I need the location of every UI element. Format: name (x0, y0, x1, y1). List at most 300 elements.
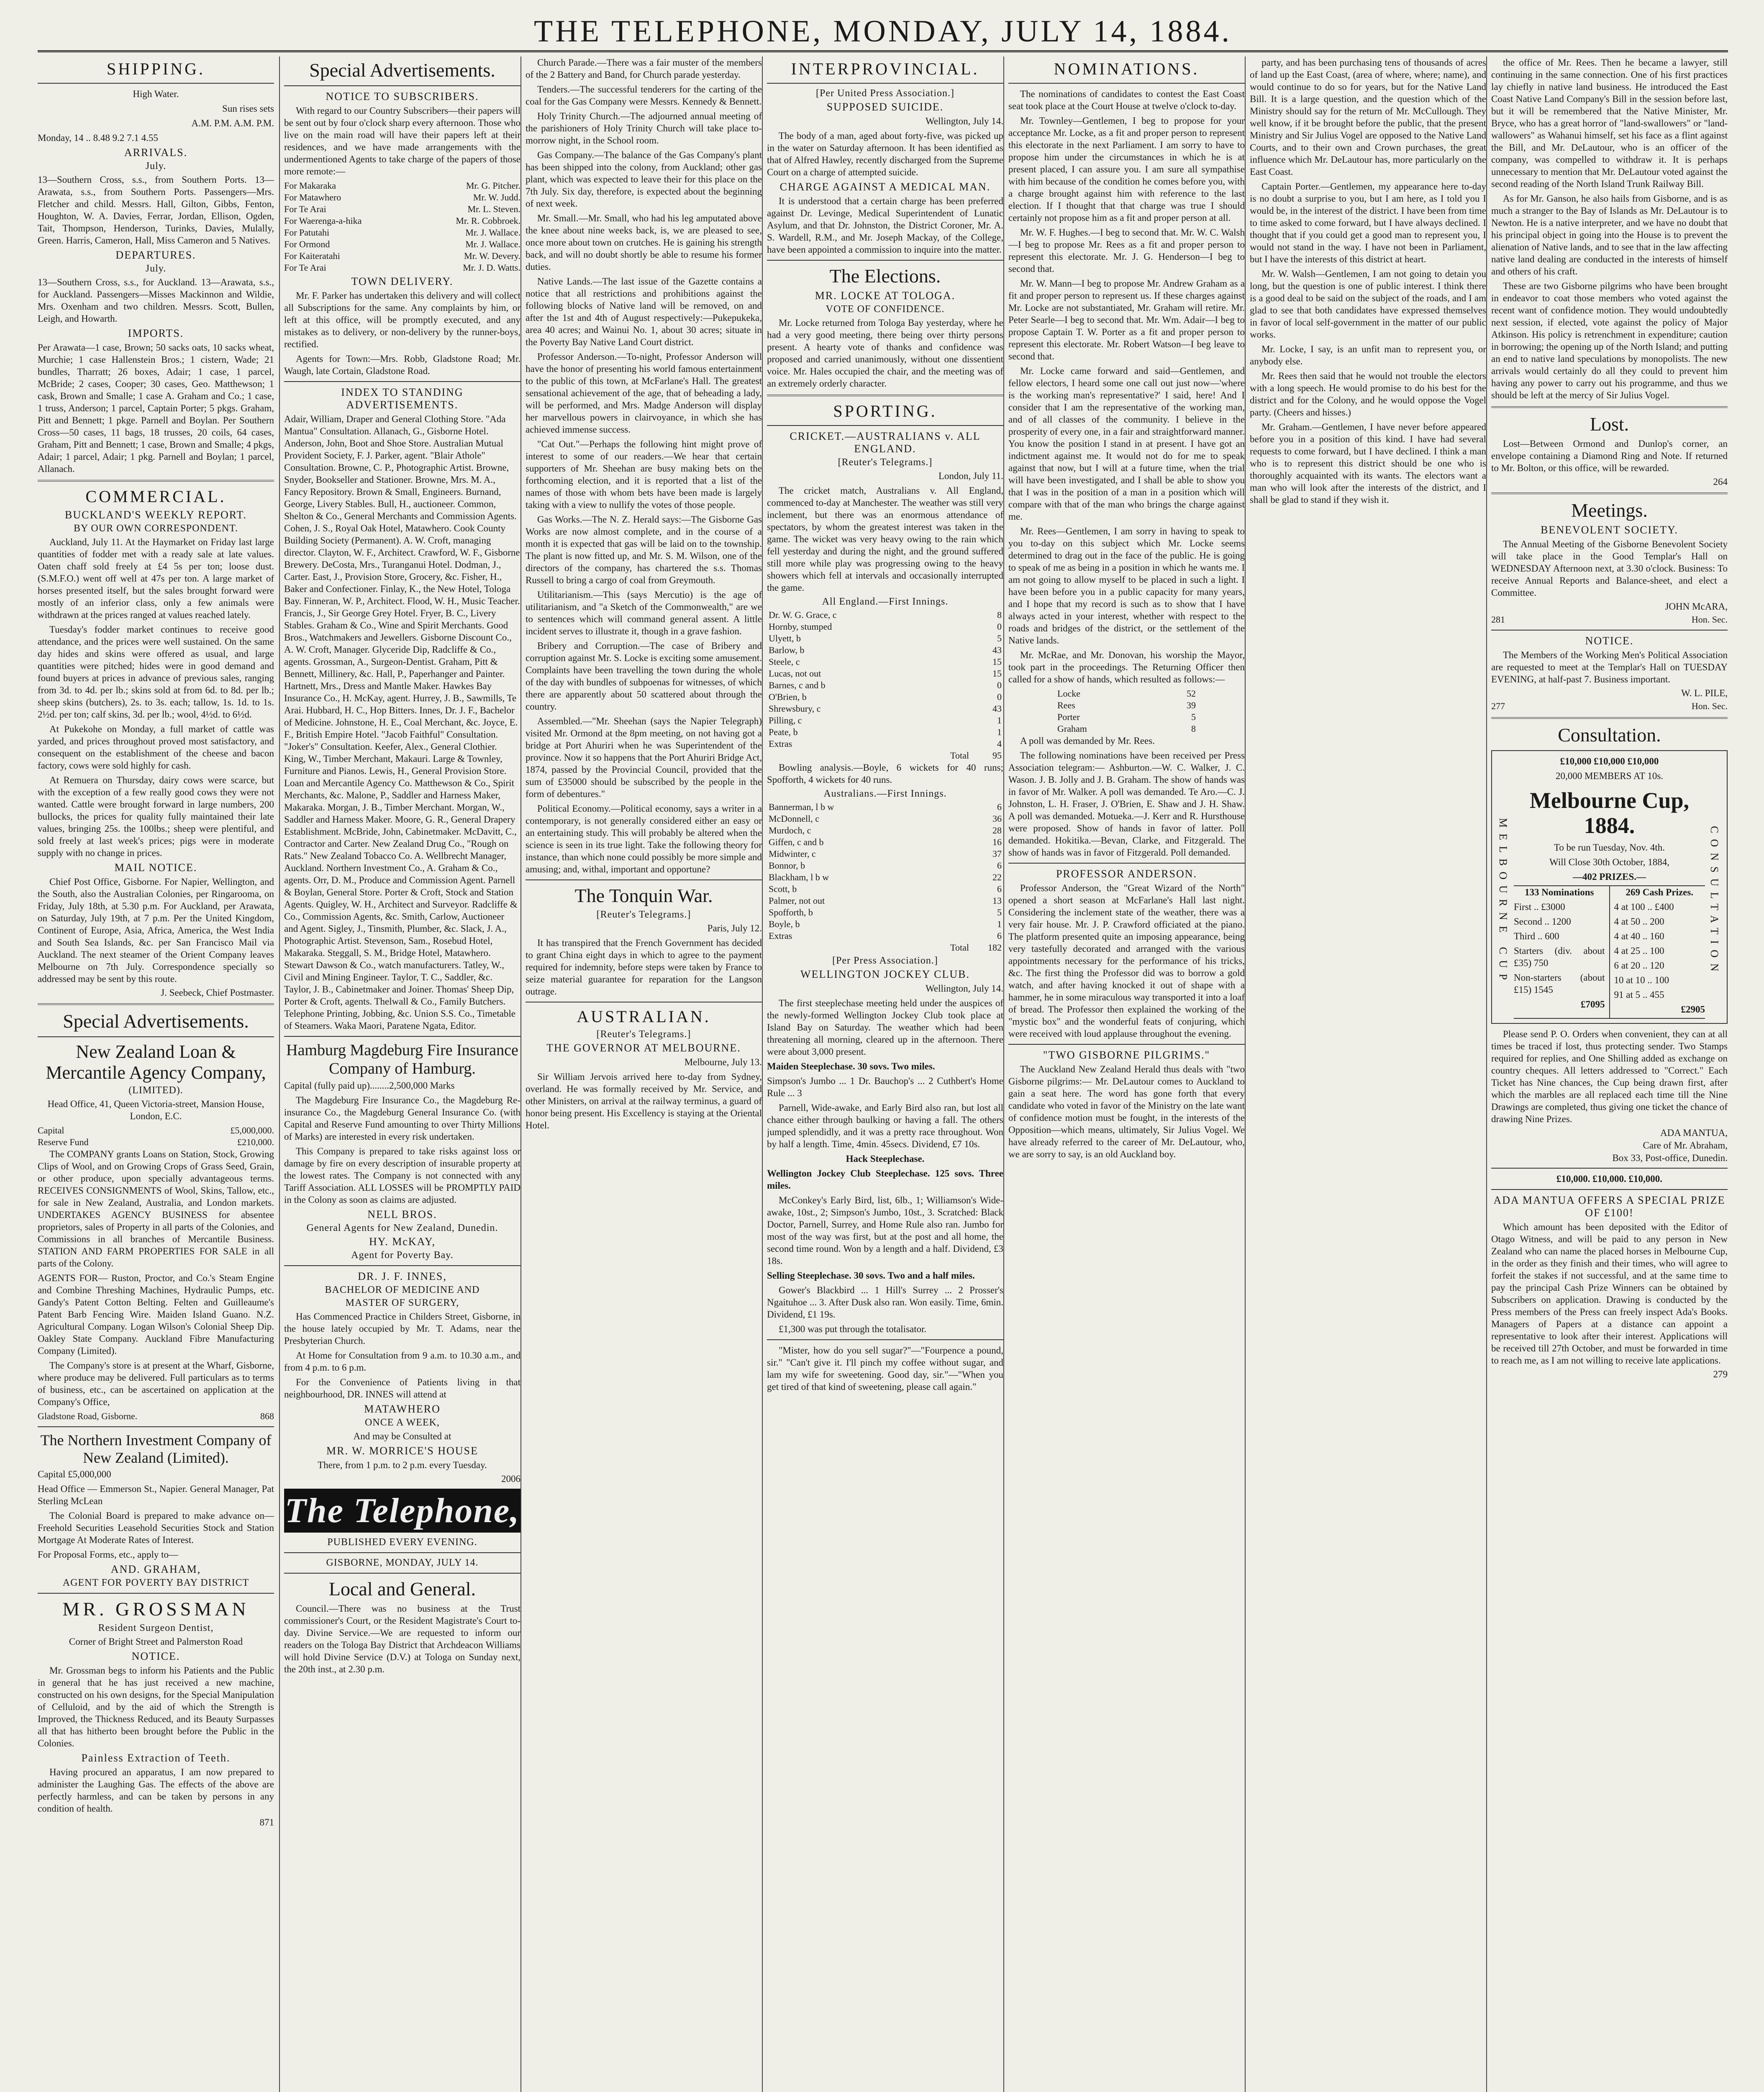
article-paragraph: Mr. Graham.—Gentlemen, I have never before appeared before you in a position of this kind. I have had several requests to come forward, but I have declined. I think a man who is to represent this district should be one who is thoroughly acquainted with its wants. The electors want a man who will look after the interests of the district, and I shall be glad to stand if they wish it. (1250, 422, 1486, 505)
bucklands-byline: BY OUR OWN CORRESPONDENT. (73, 523, 238, 534)
column-rule (520, 56, 521, 2092)
agent-row (284, 227, 520, 238)
column-5 (1008, 56, 1245, 2092)
table-row (767, 726, 1003, 738)
table-row (767, 825, 1003, 836)
article-paragraph: Political Economy.—Political economy, says a writer in a contemporary, is not generally considered either an easy or an entertaining study. This will probably be altered when the science is seen in its true light. Take the following theory for instance, than which none could possibly be more simple and amusing; and, withal, important and opportune? (526, 803, 762, 874)
cup-prizes: —402 PRIZES.— (1572, 872, 1646, 882)
batsman: Shrewsbury, c (769, 703, 821, 714)
all-england-scorecard (767, 609, 1003, 761)
cup-run: To be run Tuesday, Nov. 4th. (1554, 842, 1665, 853)
votes: 5 (1191, 712, 1196, 722)
divider (526, 879, 762, 880)
innes-time: There, from 1 p.m. to 2 p.m. every Tuesday. (318, 1460, 487, 1470)
prize-line: Second .. 1200 (1514, 916, 1571, 927)
table-row (767, 918, 1003, 930)
ad-number: 868 (260, 1411, 274, 1421)
grossman-address: Corner of Bright Street and Palmerston Road (69, 1636, 243, 1647)
masthead (38, 13, 1728, 52)
table-row (767, 668, 1003, 679)
agent-row (284, 262, 520, 274)
runs: 5 (997, 633, 1002, 643)
article-paragraph: Mr. W. F. Hughes.—I beg to second that. Mr. W. C. Walsh—I beg to propose Mr. Rees as a fit and proper person to represent this electorate. Mr. J. G. Henderson—I beg to second that. (1008, 227, 1245, 274)
meetings-heading: Meetings. (1571, 500, 1648, 521)
ad-number: 277 (1491, 701, 1505, 711)
northern-proposals: For Proposal Forms, etc., apply to— (38, 1549, 179, 1560)
article-paragraph: Assembled.—"Mr. Sheehan (says the Napier Telegraph) visited Mr. Ormond at the 8pm meeting, on not having got a bridge at Port Ahuriri when he was Superintendent of the province. Now it so happens that the Port Ahuriri Bridge Act, 1874, passed by the Provincial Council, provided that the sum of £35000 should be subscribed by the people in the form of debentures." (526, 716, 762, 799)
batsman: Bonnor, b (769, 860, 805, 871)
runs: 43 (992, 703, 1002, 714)
table-row (767, 836, 1003, 848)
innes-frequency: ONCE A WEEK, (365, 1417, 440, 1428)
article-paragraph: The nominations of candidates to contest the East Coast seat took place at the Court House at twelve o'clock to-day. (1008, 89, 1245, 111)
divider (767, 395, 1003, 396)
runs: 36 (992, 813, 1002, 824)
suicide-heading: SUPPOSED SUICIDE. (826, 101, 944, 113)
batsman: Bannerman, l b w (769, 802, 834, 812)
votes: 8 (1191, 723, 1196, 734)
divider (284, 381, 520, 382)
divider (284, 1552, 520, 1553)
column-2 (284, 56, 520, 2092)
arrivals-heading: ARRIVALS. (124, 146, 188, 159)
notice-signature: W. L. PILE, (1681, 688, 1728, 698)
governor-date: Melbourne, July 13. (684, 1057, 762, 1067)
prize-total: £7095 (1581, 999, 1605, 1010)
column-7 (1491, 56, 1728, 2092)
consultation-box (1491, 750, 1728, 1024)
benevolent-heading: BENEVOLENT SOCIETY. (1541, 524, 1678, 536)
hamburg-body: This Company is prepared to take risks against loss or damage by fire on every description of insurable property at the lowest rates. The Company is not connected with any Tariff Association. ALL LOSSES will be PROMPTLY PAID in the Colony as soon as claims are adjusted. (284, 1146, 520, 1205)
agent-name: Mr. R. Cobbroek. (456, 215, 520, 226)
cup-close: Will Close 30th October, 1884, (1549, 857, 1669, 867)
innes-hours: At Home for Consultation from 9 a.m. to 10.30 a.m., and from 4 p.m. to 6 p.m. (284, 1350, 520, 1373)
reserve-row (38, 1136, 274, 1148)
batsman: Blackham, l b w (769, 872, 829, 882)
innes-sub: MASTER OF SURGERY, (345, 1297, 459, 1308)
article-paragraph: Mr. W. Walsh—Gentlemen, I am not going to detain you long, but the question is one of public interest. I think there is a good deal to be said on the subject of the roads, and I am glad to see that both candidates have expressed themselves in favor of local self-government in the matter of our public works. (1250, 269, 1486, 340)
benevolent-role: Hon. Sec. (1691, 614, 1728, 625)
divider (38, 1593, 274, 1594)
arrivals-text: 13—Southern Cross, s.s., from Southern Ports. 13—Arawata, s.s., from Southern Ports. Passengers—Mrs. Fletcher and child. Messrs. Hall, Gilton, Gibbs, Fenton, Houghton, W. A. Davies, Ferrar, Jordan, Ellison, Ogden, Tait, Thompson, Henderson, Turinks, Davies, Mulally, Green. Harris, Cameron, Hall, Miss Cameron and 5 Natives. (38, 174, 274, 246)
article-paragraph: Mr. Rees then said that he would not trouble the electors with a long speech. He would promise to do his best for the district and for the Colony, and he would oppose the Vogel party. (Cheers and hisses.) (1250, 371, 1486, 418)
runs: 6 (997, 860, 1002, 871)
article-paragraph: Gas Works.—The N. Z. Herald says:—The Gisborne Gas Works are now almost complete, and in the course of a month it is expected that gas will be laid on to the township. The plant is now fitted up, and Mr. S. M. Wilson, one of the directors of the company, has chartered the s.s. Thomas Russell to bring a cargo of coal from Greymouth. (526, 514, 762, 585)
prize-line: Third .. 600 (1514, 931, 1559, 941)
northern-agent: AND. GRAHAM, (110, 1563, 201, 1575)
tonquin-source: [Reuter's Telegrams.] (596, 909, 691, 920)
runs: 4 (997, 738, 1002, 749)
wjc-heading: WELLINGTON JOCKEY CLUB. (800, 968, 970, 980)
ad-number: 871 (259, 1817, 274, 1828)
runs: 0 (997, 692, 1002, 702)
votes: 39 (1187, 700, 1196, 710)
interprovincial-source: [Per United Press Association.] (816, 88, 954, 99)
high-water-label: High Water. (133, 89, 179, 99)
northern-body: The Colonial Board is prepared to make advance on— Freehold Securities Leasehold Securities Stock and Station Mortgage At Moderate Rates of Interest. (38, 1510, 274, 1545)
divider (1491, 492, 1728, 494)
notice-heading: NOTICE. (1585, 635, 1634, 647)
column-rule (1245, 56, 1246, 2092)
grossman-title: MR. GROSSMAN (62, 1598, 249, 1620)
agent-place: For Ormond (284, 239, 330, 249)
agent-row (284, 203, 520, 215)
innes-house: MR. W. MORRICE'S HOUSE (326, 1445, 478, 1457)
nz-loan-address: Gladstone Road, Gisborne. (38, 1411, 138, 1421)
suicide-date: Wellington, July 14. (926, 116, 1003, 126)
ad-number: 279 (1713, 1369, 1728, 1379)
maiden-results: Simpson's Jumbo ... 1 Dr. Bauchop's ... 2 Cuthbert's Home Rule ... 3 (767, 1076, 1003, 1098)
runs: 6 (997, 802, 1002, 812)
divider (767, 83, 1003, 84)
table-row (767, 848, 1003, 860)
article-paragraph: Native Lands.—The last issue of the Gazette contains a notice that all restrictions and prohibitions against the following blocks of Native land will be removed, on and after the 1st and 4th of August respectively:—Pukepukeka, area 40 acres; and Wainui No. 1, about 30 acres; situate in the Poverty Bay Native Land Court district. (526, 276, 762, 347)
column-rule (762, 56, 763, 2092)
ada-address: Care of Mr. Abraham, (1643, 1140, 1728, 1151)
mail-signature: J. Seebeck, Chief Postmaster. (161, 987, 274, 998)
arrivals-date: July. (145, 161, 167, 172)
article-paragraph: Auckland, July 11. At the Haymarket on Friday last large quantities of fodder met with a ready sale at late values. Oaten chaff sold freely at £4 5s per ton; loose dust. (S.M.F.O.) went off well at 47s per ton. A large market of horses presented itself, but the sales brought forward were mostly of an inferior class, only a few animals were withdrawn at the prices ranged at values reached lately. (38, 537, 274, 620)
grossman-body: Mr. Grossman begs to inform his Patients and the Public in general that he has just received a new machine, constructed on his own designs, for the Special Manipulation of Celluloid, and by the aid of which the Strength is Improved, the Thickness Reduced, and its Beauty Surpasses all that has hitherto been brought before the Public in the Colonies. (38, 1665, 274, 1748)
press-association: [Per Press Association.] (832, 955, 938, 966)
australian-heading: AUSTRALIAN. (577, 1007, 711, 1026)
column-rule (279, 56, 280, 2092)
cup-title: Melbourne Cup, 1884. (1529, 788, 1690, 838)
lost-text: Lost—Between Ormond and Dunlop's corner, an envelope containing a Diamond Ring and Note. If returned to Mr. Bolton, or this office, will be rewarded. (1491, 438, 1728, 473)
runs: 5 (997, 907, 1002, 918)
column-rule (1486, 56, 1487, 2092)
index-body: Adair, William, Draper and General Clothing Store. "Ada Mantua" Consultation. Allanach, G., Gisborne Hotel. Anderson, John, Boot and Shoe Store. Australian Mutual Provident Society, F. J. Parker, agent. "Blair Athole" Consultation. Browne, C. P., Photographic Artist. Browne, Snyder, Bookseller and Stationer. Browne, Mrs. M. A., Fancy Repository. Brown & Small, Engineers. Burnand, George, Livery Stables. Bull, H., auctioneer. Common, Shelton & Co., General Merchants and Commission Agents. Cohen, J. S., Royal Oak Hotel, Matawhero. Cook County Building Society (Permanent). A. W. Croft, managing director. Clayton, W. F., Architect. Crawford, W. F., Gisborne Brewery. DeCosta, Mrs., Turanganui Hotel. Dodman, J., Carter. East, J., Provision Store, Grocery, &c. Fisher, H., Baker and Confectioner. Finlay, K., the New Hotel, Tologa Bay. Finneran, W. P., Architect. Flood, W. H., Music Teacher. Francis, J., Sir George Grey Hotel. Fryer, B. C., Livery Stables. Graham & Co., Wine and Spirit Merchants. Good Bros., Watchmakers and Jewellers. Gisborne Discount Co., A. W. Croft, Manager. Glyceride Dip, Radcliffe & Co., agents. Grossman, A., Surgeon-Dentist. Graham, Pitt & Bennett, Millinery, &c. Hall, P., Paperhanger and Painter. Hartnett, Mrs., Dress and Mantle Maker. Hawkes Bay Insurance Co., H. McKay, agent. Hurrey, J. B., Sawmills, Te Arai. Hubbard, H. C., Hop Bitters. Innes, Dr. J. F., Bachelor of Medicine. Johnstone, H. E., Coal Merchant, &c. Joyce, E. F., British Empire Hotel. "Jacob Faithful" Consultation. "Joker's" Consultation. Keefer, Alex., General Clothier. King, W., Timber Merchant, Makauri. Large & Townley, Furniture and Pianos. Lewis, H., General Provision Store. Loan and Mercantile Agency Co. Matthewson & Co., Spirit Merchants, &c. Malone, P., Saddler and Harness Maker, Makaraka. Morgan, J. B., Timber Merchant. Morgan, W., Saddler and Harness Maker. Moore, G. R., General Drapery Establishment. McBride, John, Cabinetmaker. McDavitt, C., Contractor and Carter. New Zealand Drug Co., "Rough on Rats." New Zealand Tobacco Co. A. Wellbrecht Manager, Auckland. Northern Investment Co., A. Graham & Co., agents. Orr, D. M., Produce and Commission Agent. Parnell & Boylan, General Store. Porter & Croft, Stock and Station Agents. Quigley, W. H., Architect and Surveyor. Radcliffe & Co., Commission Agents, &c. Smith, Carlow, Auctioneer and Agent. Sigley, J., Tinsmith, Plumber, &c. Slack, J. A., Photographic Artist. Stevenson, Sam., Rosebud Hotel, Makaraka. Steggall, S. M., Bridge Hotel, Matawhero. Stewart Dawson & Co., watch manufacturers. Tatley, W., Civil and Mining Engineer. Taylor, T. C., Saddler, &c. Taylor, J. B., Cabinetmaker and Joiner. Thomas' Sheep Dip, Porter & Croft, agents. Thelwall & Co., Family Butchers. Telephone Printing, Jobbing, &c. Union S.S. Co., Timetable of Steamers. Waka Maori, Paratene Ngata, Editor. (284, 414, 520, 1031)
table-row (767, 895, 1003, 907)
article-paragraph: These are two Gisborne pilgrims who have been brought in endeavor to coat those members who voted against the recent want of confidence motion. They would undoubtedly next session, if elected, vote against the policy of Major Atkinson. His policy is retrenchment in expenditure; caution in borrowing; the opening up of the North Island; and putting an end to native land speculations by monopolists. The new arrivals would certainly do all they could to prevent him having any power to carry out his programme, and thus we should be left at the mercy of Sir Julius Vogel. (1491, 281, 1728, 400)
table-row (767, 801, 1003, 813)
locke-heading: MR. LOCKE AT TOLOGA. (815, 290, 956, 302)
divider (767, 1339, 1003, 1340)
column-1 (38, 56, 274, 2092)
closing-quote: "Mister, how do you sell sugar?"—"Fourpence a pound, sir." "Can't give it. I'll pinch my coffee without sugar, and lam my wife for sweetening. Good day, sir."—"When you get tired of that kind of sweetening, please call again." (767, 1345, 1003, 1392)
tide-row: Monday, 14 .. 8.48 9.2 7.1 4.55 (38, 133, 158, 143)
columns (38, 56, 1728, 2092)
runs: 6 (997, 931, 1002, 941)
tonquin-heading: The Tonquin War. (574, 885, 713, 906)
article-paragraph: Professor Anderson.—To-night, Professor Anderson will have the honor of presenting his world famous entertainment to the public of this town, at McFarlane's Hall. The greatest sensational achievement of the age, that of beheading a lady, will be performed, and Mrs. Madge Anderson will display her marvellous powers in clairvoyance, in which she has achieved immense success. (526, 351, 762, 435)
candidate: Graham (1057, 723, 1087, 734)
special-ads-heading: Special Advertisements. (309, 59, 495, 81)
divider (1491, 406, 1728, 408)
article-paragraph: Tenders.—The successful tenderers for the carting of the coal for the Gas Company were Messrs. Kennedy & Bennett. (526, 84, 762, 107)
prize-separator (1609, 886, 1610, 1018)
article-paragraph: Mr. Townley—Gentlemen, I beg to propose for your acceptance Mr. Locke, as a fit and proper person to represent this electorate in the next Parliament. I am sorry to have to propose him under the circumstances in which he is at present placed, I can assure you. I am sure all sympathise with him because of the condition he comes before you, with a charge brought against him with reference to the last election. If I thought that that charge was true I should certainly not propose him as a fit and proper person at all. (1008, 115, 1245, 223)
charge-text: It is understood that a certain charge has been preferred against Dr. Levinge, Medical Superintendent of Lunatic Asylum, and that Dr. Johnston, the District Coroner, Mr. A. S. Wardell, R.M., and Mr. Joseph Mackay, of the College, have been appointed a commission to inquire into the matter. (767, 196, 1003, 255)
bucklands-heading: BUCKLAND'S WEEKLY REPORT. (65, 509, 247, 521)
runs: 8 (997, 610, 1002, 620)
elections-text: Mr. Locke returned from Tologa Bay yesterday, where he had a very good meeting, there being over thirty persons present. A hearty vote of thanks and confidence was proposed and carried unanimously, without one dissentient voice. Mr. Hales occupied the chair, and the meeting was of an extremely orderly character. (767, 318, 1003, 389)
special-ads-heading: Special Advertisements. (63, 1010, 249, 1032)
candidate: Locke (1057, 688, 1080, 699)
town-delivery-body: Mr. F. Parker has undertaken this delivery and will collect all Subscriptions for the same. Any complaints by him, or left at this office, will be promptly executed, and any mistakes as to delivery, or non-delivery by the runner-boys, rectified. (284, 290, 520, 349)
subscribers-body: With regard to our Country Subscribers—their papers will be sent out by four o'clock sharp every afternoon. Those who live on the main road will have their papers left at their residences, and we have made arrangements with the undermentioned Agents to take charge of the papers of those more remote:— (284, 105, 520, 177)
cricket-date: London, July 11. (938, 471, 1003, 481)
prize-line: First .. £3000 (1514, 902, 1565, 912)
batsman: Ulyett, b (769, 633, 801, 643)
governor-heading: THE GOVERNOR AT MELBOURNE. (546, 1042, 741, 1054)
column-3 (526, 56, 762, 2092)
cup-main (1514, 784, 1705, 1019)
article-paragraph: At Pukekohe on Monday, a full market of cattle was yarded, and prices throughout proved most satisfactory, and consequent on the establishment of the cheese and bacon factory, cows were sold highly for cash. (38, 724, 274, 771)
runs: 15 (992, 668, 1002, 679)
am-pm-label: A.M. P.M. A.M. P.M. (191, 118, 274, 128)
batsman: Pilling, c (769, 715, 802, 726)
total-runs: 182 (988, 942, 1002, 953)
grossman-notice-heading: NOTICE. (131, 1650, 180, 1662)
divider (1491, 1168, 1728, 1169)
article-paragraph: Mr. McRae, and Mr. Donovan, his worship the Mayor, took part in the proceedings. The Returning Officer then called for a show of hands, which resulted as follows:— (1008, 650, 1245, 685)
table-row (767, 656, 1003, 668)
prize-col-right (1614, 886, 1705, 1018)
nz-loan-title: New Zealand Loan & Mercantile Agency Company, (46, 1041, 266, 1083)
divider (1008, 863, 1245, 864)
departures-date: July. (145, 263, 167, 274)
batsman: Barlow, b (769, 645, 805, 655)
painless-heading: Painless Extraction of Teeth. (81, 1752, 231, 1764)
table-row (1056, 723, 1197, 735)
maiden-heading: Maiden Steeplechase. 30 sovs. Two miles. (767, 1061, 935, 1072)
divider (38, 1426, 274, 1427)
nominations-heading: NOMINATIONS. (1054, 59, 1200, 78)
agent-row (284, 180, 520, 192)
votes: 52 (1187, 688, 1196, 699)
elections-heading: The Elections. (829, 265, 941, 287)
column-4 (767, 56, 1003, 2092)
runs: 0 (997, 680, 1002, 690)
table-row (767, 703, 1003, 715)
wjc-text: The first steeplechase meeting held under the auspices of the newly-formed Wellington Jockey Club took place at Island Bay on Saturday. The weather which had been threatening all morning, cleared up in the afternoon. There were about 3,000 present. (767, 998, 1003, 1057)
table-row (767, 907, 1003, 918)
prize-line: Non-starters (about £15) 1545 (1514, 972, 1605, 995)
nz-loan-body: The COMPANY grants Loans on Station, Stock, Growing Clips of Wool, and on Growing Crops of Grass Seed, Grain, or other produce, upon specially advantageous terms. RECEIVES CONSIGNMENTS of Wool, Skins, Tallow, etc., for sale in New Zealand, Australia, and London markets. UNDERTAKES AGENCY BUSINESS for absentee proprietors, sales of Property in all parts of the Colonies, and Commissions in all branches of Mercantile Business. STATION AND FARM PROPERTIES FOR SALE in all parts of the Colony. (38, 1149, 274, 1269)
agent-name: Mr. J. D. Watts. (463, 262, 520, 273)
reserve-value: £210,000. (237, 1137, 274, 1147)
section-heading-commercial: COMMERCIAL. (85, 487, 226, 506)
table-row (767, 930, 1003, 942)
batsman: McDonnell, c (769, 813, 819, 824)
northern-office: Head Office — Emmerson St., Napier. General Manager, Pat Sterling McLean (38, 1484, 274, 1506)
article-paragraph: Mr. Small.—Mr. Small, who had his leg amputated above the knee about nine weeks back, is, we are pleased to see, once more about town on crutches. He is gaining his strength back, and will no doubt shortly be able to resume his former duties. (526, 213, 762, 272)
batsman: Midwinter, c (769, 849, 816, 859)
total-label: Total (950, 942, 969, 953)
agent-name: Mr. G. Pitcher. (466, 180, 520, 191)
northern-agent-role: AGENT FOR POVERTY BAY DISTRICT (62, 1577, 249, 1588)
hurdle-heading: Wellington Jockey Club Steeplechase. 125 sovs. Three miles. (767, 1168, 1003, 1191)
divider (38, 480, 274, 482)
charge-heading: CHARGE AGAINST A MEDICAL MAN. (779, 181, 991, 193)
table-row (767, 750, 1003, 761)
hamburg-agent-role: Agent for Poverty Bay. (351, 1250, 454, 1261)
section-heading-shipping: SHIPPING. (106, 59, 205, 78)
column-rule (1003, 56, 1004, 2092)
table-row (767, 813, 1003, 825)
pilgrims-text: The Auckland New Zealand Herald thus deals with "two Gisborne pilgrims:— Mr. DeLautour comes to Auckland to gain a seat here. The word has gone forth that every candidate who voted in favor of the Ministry on the late want of confidence motion must be fought, in the interests of the Opposition—which means, ultimately, Sir Julius Vogel. We have already referred to the career of Mr. DeLautour, who, we are sorry to say, is an old Auckland boy. (1008, 1064, 1245, 1159)
table-row (767, 644, 1003, 656)
prize-line: 4 at 100 .. £400 (1614, 902, 1674, 912)
mail-notice-text: Chief Post Office, Gisborne. For Napier, Wellington, and the South, also the Australian Colonies, per Ringarooma, on Friday, July 18th, at 5.30 p.m. For Auckland, per Arawata, on Saturday, July 19th, at 7 p.m. Per the United Kingdom, Continent of Europe, Asia, Africa, America, the West India and South Sea Islands, &c. per San Francisco Mail via Auckland. The next steamer of the Orient Company leaves Melbourne on 7th July. Correspondence specially so addressed may be sent by this route. (38, 877, 274, 984)
cricket-source: [Reuter's Telegrams.] (838, 457, 933, 468)
article-paragraph: The following nominations have been received per Press Association telegram:— Ashburton.—W. C. Walker, J. C. Wason. J. B. Jolly and J. B. Graham. The show of hands was in favor of Mr. Walker. A poll was demanded. Te Aro.—C. J. Johnston, L. H. Fraser, J. O'Brien, E. Shaw and J. H. Shaw. A poll was demanded. Motueka.—J. Kerr and R. Hursthouse were proposed. Show of hands in favor of latter. Poll demanded. Hokitika.—Bevan, Clarke, and Fitzgerald. The show of hands was in favor of Fitzgerald. Poll demanded. (1008, 750, 1245, 858)
prize-line: 6 at 20 .. 120 (1614, 960, 1664, 971)
agent-row (284, 192, 520, 203)
batsman: Scott, b (769, 884, 797, 894)
total-runs: 95 (992, 750, 1002, 761)
batsman: Extras (769, 738, 792, 749)
ad-number: 281 (1491, 614, 1505, 625)
town-agents: Agents for Town:—Mrs. Robb, Gladstone Road; Mr. Waugh, late Cortain, Gladstone Road. (284, 354, 520, 376)
agent-row (284, 250, 520, 262)
innes-title: DR. J. F. INNES, (358, 1270, 447, 1282)
divider (38, 83, 274, 84)
runs: 0 (997, 621, 1002, 632)
innes-place: MATAWHERO (364, 1403, 441, 1415)
runs: 22 (992, 872, 1002, 882)
agent-name: Mr. J. Wallace. (465, 227, 520, 238)
article-paragraph: Mr. Locke, I say, is an unfit man to represent you, or anybody else. (1250, 344, 1486, 367)
batsman: Steele, c (769, 656, 800, 667)
agents-list (284, 180, 520, 274)
batsman: Boyle, b (769, 919, 800, 929)
benevolent-footer (1491, 614, 1728, 626)
agent-row (284, 238, 520, 250)
article-paragraph: Mr. W. Mann—I beg to propose Mr. Andrew Graham as a fit and proper person to represent us. If these charges against Mr. Locke are not substantiated, Mr. Graham will retire. Mr. Peter Searle—I beg to second that. Mr. Wm. Adair—I beg to propose Captain T. W. Porter as a fit and proper person to represent this electorate. Mr. Robert Watson—I beg leave to second that. (1008, 278, 1245, 361)
agent-place: For Makaraka (284, 180, 336, 191)
suicide-text: The body of a man, aged about forty-five, was picked up in the water on Saturday afternoon. It has been identified as that of Alfred Hawley, recently discharged from the Supreme Court on a charge of attempted suicide. (767, 131, 1003, 177)
candidate: Rees (1057, 700, 1075, 710)
article-paragraph: Gas Company.—The balance of the Gas Company's plant has been shipped into the colony, from Auckland; other gas plant, which was expected to leave their for this place on the 7th July. Six day, therefore, is expected about the beginning of next week. (526, 150, 762, 209)
divider (767, 260, 1003, 261)
batsman: Murdoch, c (769, 825, 811, 836)
wjc-date: Wellington, July 14. (926, 983, 1003, 994)
imports-text: Per Arawata—1 case, Brown; 50 sacks oats, 10 sacks wheat, Murchie; 1 case Hallenstein Bros.; 1 cistern, Wade; 21 bundles, Tharratt; 26 boxes, Adair; 1 case, 1 parcel, McBride; 2 cases, Cooper; 30 cases, Geo. Matthewson; 1 cask, Brown and Smalle; 1 case A. Graham and Co.; 1 case, 1 truss, Anderson; 1 parcel, Captain Porter; 5 pkgs. Graham, Pitt and Bennett; 1 pkge. Parnell and Boylan. Per Southern Cross—50 cases, 11 bags, 18 trusses, 20 coils, 64 cases, Graham, Pitt and Bennett; 1 case, Brown and Smalle; 4 pkgs, Adair; 1 parcel, Adair; 1 pkg. Parnell and Boylan; 1 parcel, Allanach. (38, 342, 274, 474)
article-paragraph: Tuesday's fodder market continues to receive good attendance, and the prices were well sustained. On the same day hides and skins were offered as usual, and large quantities were pitched; hides were in good demand and found buyers at prices in advance of previous sales, ranging from 3d. to 4d. per lb.; skins sold at from 6d. to 8d. per lb.; sheep skins (butchers), 2s. to 3s. each; tallow, 1s. 1d. to 1s. 2½d. per ton; calf skins, 3d. per lb.; wool, 4½d. to 6½d. (38, 624, 274, 720)
painless-body: Having procured an apparatus, I am now prepared to administer the Laughing Gas. The effects of the above are perfectly harmless, and can be taken by persons in any condition of health. (38, 1767, 274, 1814)
table-row (767, 621, 1003, 633)
innes-convenience: For the Convenience of Patients living in that neighbourhood, DR. INNES will attend at (284, 1377, 520, 1400)
divider (38, 1036, 274, 1037)
agent-row (284, 215, 520, 227)
reserve-label: Reserve Fund (38, 1137, 89, 1147)
nz-loan-agents: AGENTS FOR— Ruston, Proctor, and Co.'s Steam Engine and Combine Threshing Machines, Hydraulic Pumps, etc. Gandy's Patent Cotton Belting. Felten and Guilleaume's Patent Barb Fencing Wire. Maiden Island Guano. N.Z. Agricultural Company. Logan Wilson's Colonial Sheep Dip. Oakley State Company. Auckland Fibre Manufacturing Company (Limited). (38, 1273, 274, 1356)
article-paragraph: "Cat Out."—Perhaps the following hint might prove of interest to some of our readers.—We hear that certain supporters of Mr. Sheehan are busy making bets on the forthcoming election, and it is reported that a list of the names of those with whom bets have been made is largely taking with a view to nullify the votes of those people. (526, 439, 762, 510)
agent-name: Mr. W. Judd. (473, 192, 520, 203)
article-paragraph: Holy Trinity Church.—The adjourned annual meeting of the parishioners of Holy Trinity Church will take place to-morrow night, in the School room. (526, 111, 762, 146)
batsman: Peate, b (769, 727, 798, 737)
runs: 1 (997, 715, 1002, 726)
innes-consult: And may be Consulted at (353, 1431, 451, 1441)
runs: 16 (992, 837, 1002, 847)
selling-heading: Selling Steeplechase. 30 sovs. Two and a half miles. (767, 1270, 975, 1281)
capital-row (38, 1125, 274, 1136)
prize-total: £2905 (1681, 1004, 1705, 1015)
agent-place: For Patutahi (284, 227, 330, 238)
benevolent-signature: JOHN McARA, (1665, 601, 1728, 612)
cricket-text: The cricket match, Australians v. All England, commenced to-day at Manchester. The weather was still very inclement, but there was an enormous attendance of spectators, by whom the greatest interest was taken in the game. The wicket was very heavy owing to the rain which fell yesterday and during the night, and the ground suffered still more while play was progressing owing to the heavy showers which fell at intervals and occasionally interrupted the game. (767, 485, 1003, 593)
sun-label: Sun rises sets (222, 103, 274, 114)
notice-role: Hon. Sec. (1691, 701, 1728, 711)
table-row (767, 633, 1003, 644)
side-label-right: CONSULTATION (1708, 826, 1720, 977)
departures-text: 13—Southern Cross, s.s., for Auckland. 13—Arawata, s.s., for Auckland. Passengers—Misses Mackinnon and Wildie, Mrs. Oxenham and two children. Messrs. Scott, Bullen, Leigh, and Howarth. (38, 277, 274, 324)
divider (1008, 1044, 1245, 1045)
batsman: Hornby, stumped (769, 621, 832, 632)
grossman-sub: Resident Surgeon Dentist, (98, 1623, 214, 1633)
table-row (1056, 711, 1197, 723)
article-paragraph: At Remuera on Thursday, dairy cows were scarce, but with the exception of a few really good cows they were not wanted. Cattle were brought forward in large numbers, 200 bullocks, the prices for quality fully maintained their late values, bringing 25s. the 100lbs.; sheep were plentiful, and sold freely at last week's prices; pigs were in moderate supply with no change in prices. (38, 775, 274, 858)
runs: 1 (997, 919, 1002, 929)
nz-loan-wharf: The Company's store is at present at the Wharf, Gisborne, where produce may be delivered. Full particulars as to terms of business, etc., can be ascertained on application at the Company's Office, (38, 1360, 274, 1407)
side-label-left: MELBOURNE CUP (1497, 818, 1509, 986)
agent-place: For Waerenga-a-hika (284, 215, 362, 226)
ada-text: Which amount has been deposited with the Editor of Otago Witness, and will be paid to any person in New Zealand who can name the placed horses in Melbourne Cup, in the order as they finish and their times, who will agree to forfeit the stakes if not successful, and at the same time to pay the principal Cash Prize Winners can be obtained by Subscribers on application. Drawing is conducted by the Press members of the Press can freely inspect Ada's Books. Managers of Papers at a distance can appoint a representative to look after their interest. Applications will be received till 27th October, and must be forwarded in time to reach me, as I am not willing to receive late applications. (1491, 1222, 1728, 1366)
professor-heading: PROFESSOR ANDERSON. (1056, 868, 1197, 880)
prize-line: 4 at 50 .. 200 (1614, 916, 1664, 927)
all-england-heading: All England.—First Innings. (822, 596, 949, 607)
divider (284, 1265, 520, 1266)
agent-name: Mr. J. Wallace. (465, 239, 520, 249)
article-paragraph: the office of Mr. Rees. Then he became a lawyer, still continuing in the same connection. One of his first practices lay chiefly in native land business. He introduced the East Coast Native Land Company's Bill in the session before last, but it will be remembered that the Native Minister, Mr. Bryce, who has a great horror of "land-swallowers" or "land-wallowers" as Wahanui himself, set his face as a flint against the Bill, and Mr. DeLautour, who is an officer of the company, was compelled to withdraw it. It is perhaps unnecessary to mention that Mr. DeLautour voted against the second reading of the North Island Trunk Railway Bill. (1491, 57, 1728, 189)
table-row (1056, 688, 1197, 700)
tonquin-date: Paris, July 12. (707, 923, 762, 933)
table-row (1056, 700, 1197, 711)
agent-name: Mr. L. Steven. (467, 204, 520, 214)
prize-col-left (1514, 886, 1605, 1018)
table-row (767, 715, 1003, 726)
confidence-heading: VOTE OF CONFIDENCE. (826, 304, 945, 315)
local-text: Council.—There was no business at the Trust commissioner's Court, or the Resident Magistrate's Court to-day. Divine Service.—We are requested to inform our readers on the Tologa Bay District that Archdeacon Williams will hold Divine Service (D.V.) at Tologa on Sunday next, the 20th inst., at 2.30 p.m. (284, 1603, 520, 1674)
hack-heading: Hack Steeplechase. (846, 1154, 925, 1164)
totalizator-text: £1,300 was put through the totalisator. (779, 1324, 927, 1334)
runs: 13 (992, 895, 1002, 906)
batsman: Barnes, c and b (769, 680, 826, 690)
prize-line: 4 at 25 .. 100 (1614, 946, 1664, 956)
local-heading: Local and General. (328, 1578, 476, 1600)
ada-address: Box 33, Post-office, Dunedin. (1612, 1153, 1728, 1163)
table-row (767, 609, 1003, 621)
article-paragraph: Church Parade.—There was a fair muster of the members of the 2 Battery and Band, for Church parade yesterday. (526, 57, 762, 80)
prize-head: 133 Nominations (1525, 887, 1594, 897)
article-paragraph: Bribery and Corruption.—The case of Bribery and corruption against Mr. S. Locke is exciting some amusement. Complaints have been travelling the town during the whole of the day with bundles of subpoenas for witnesses, of which there are apparently about 50 scattered about through the country. (526, 641, 762, 712)
hamburg-body: The Magdeburg Fire Insurance Co., the Magdeburg Re-insurance Co., the Magdeburg General Insurance Co. (with Capital and Reserve Fund amounting to over Thirty Millions of Marks) are interested in every risk undertaken. (284, 1095, 520, 1142)
telephone-sub: PUBLISHED EVERY EVENING. (327, 1537, 477, 1548)
divider (284, 1573, 520, 1574)
ad-number: 264 (1713, 477, 1728, 487)
lost-heading: Lost. (1590, 413, 1629, 435)
cup-text: Please send P. O. Orders when convenient, they can at all times be traced if lost, thus protecting sender. Two Stamps required for replies, and One Shilling added as exchange on country cheques. All letters addressed to "Correct." Each Ticket has Nine chances, the Cup being drawn first, after which the marbles are all replaced each time till the Nine Drawings are completed, thus giving one ticket the chance of drawing Nine Prizes. (1491, 1029, 1728, 1124)
bowling-text: Bowling analysis.—Boyle, 6 wickets for 40 runs; Spofforth, 4 wickets for 40 runs. (767, 762, 1003, 785)
runs: 1 (997, 727, 1002, 737)
subscribers-heading: NOTICE TO SUBSCRIBERS. (326, 90, 479, 103)
northern-capital: Capital £5,000,000 (38, 1469, 111, 1479)
cricket-heading: CRICKET.—AUSTRALIANS v. ALL ENGLAND. (790, 430, 981, 455)
ada-signature: ADA MANTUA, (1660, 1128, 1728, 1138)
table-row (767, 942, 1003, 954)
batsman: Lucas, not out (769, 668, 821, 679)
index-heading: INDEX TO STANDING ADVERTISEMENTS. (341, 386, 464, 411)
batsman: Giffen, c and b (769, 837, 824, 847)
imports-heading: IMPORTS. (128, 327, 184, 339)
town-delivery-heading: TOWN DELIVERY. (351, 275, 454, 287)
article-paragraph: Mr. Locke came forward and said—Gentlemen, and fellow electors, I heard some one call out just now—'where is the working man's representative?' I said, here! And I consider that I am the representative of the working man, and of all classes of the community. I believe in the prosperity of every one, in a fair and straightforward manner. You know the position I stand in at present. I have got an indictment against me. It would not do for me to speak against that now, but I will at a future time, when the trial will have been investigated, and I shall be able to show you that I was in the position of a man in a position which will compare with that of the man who brings the charge against me. (1008, 366, 1245, 522)
batsman: O'Brien, b (769, 692, 807, 702)
divider (38, 1003, 274, 1005)
telephone-date: GISBORNE, MONDAY, JULY 14. (326, 1557, 479, 1568)
